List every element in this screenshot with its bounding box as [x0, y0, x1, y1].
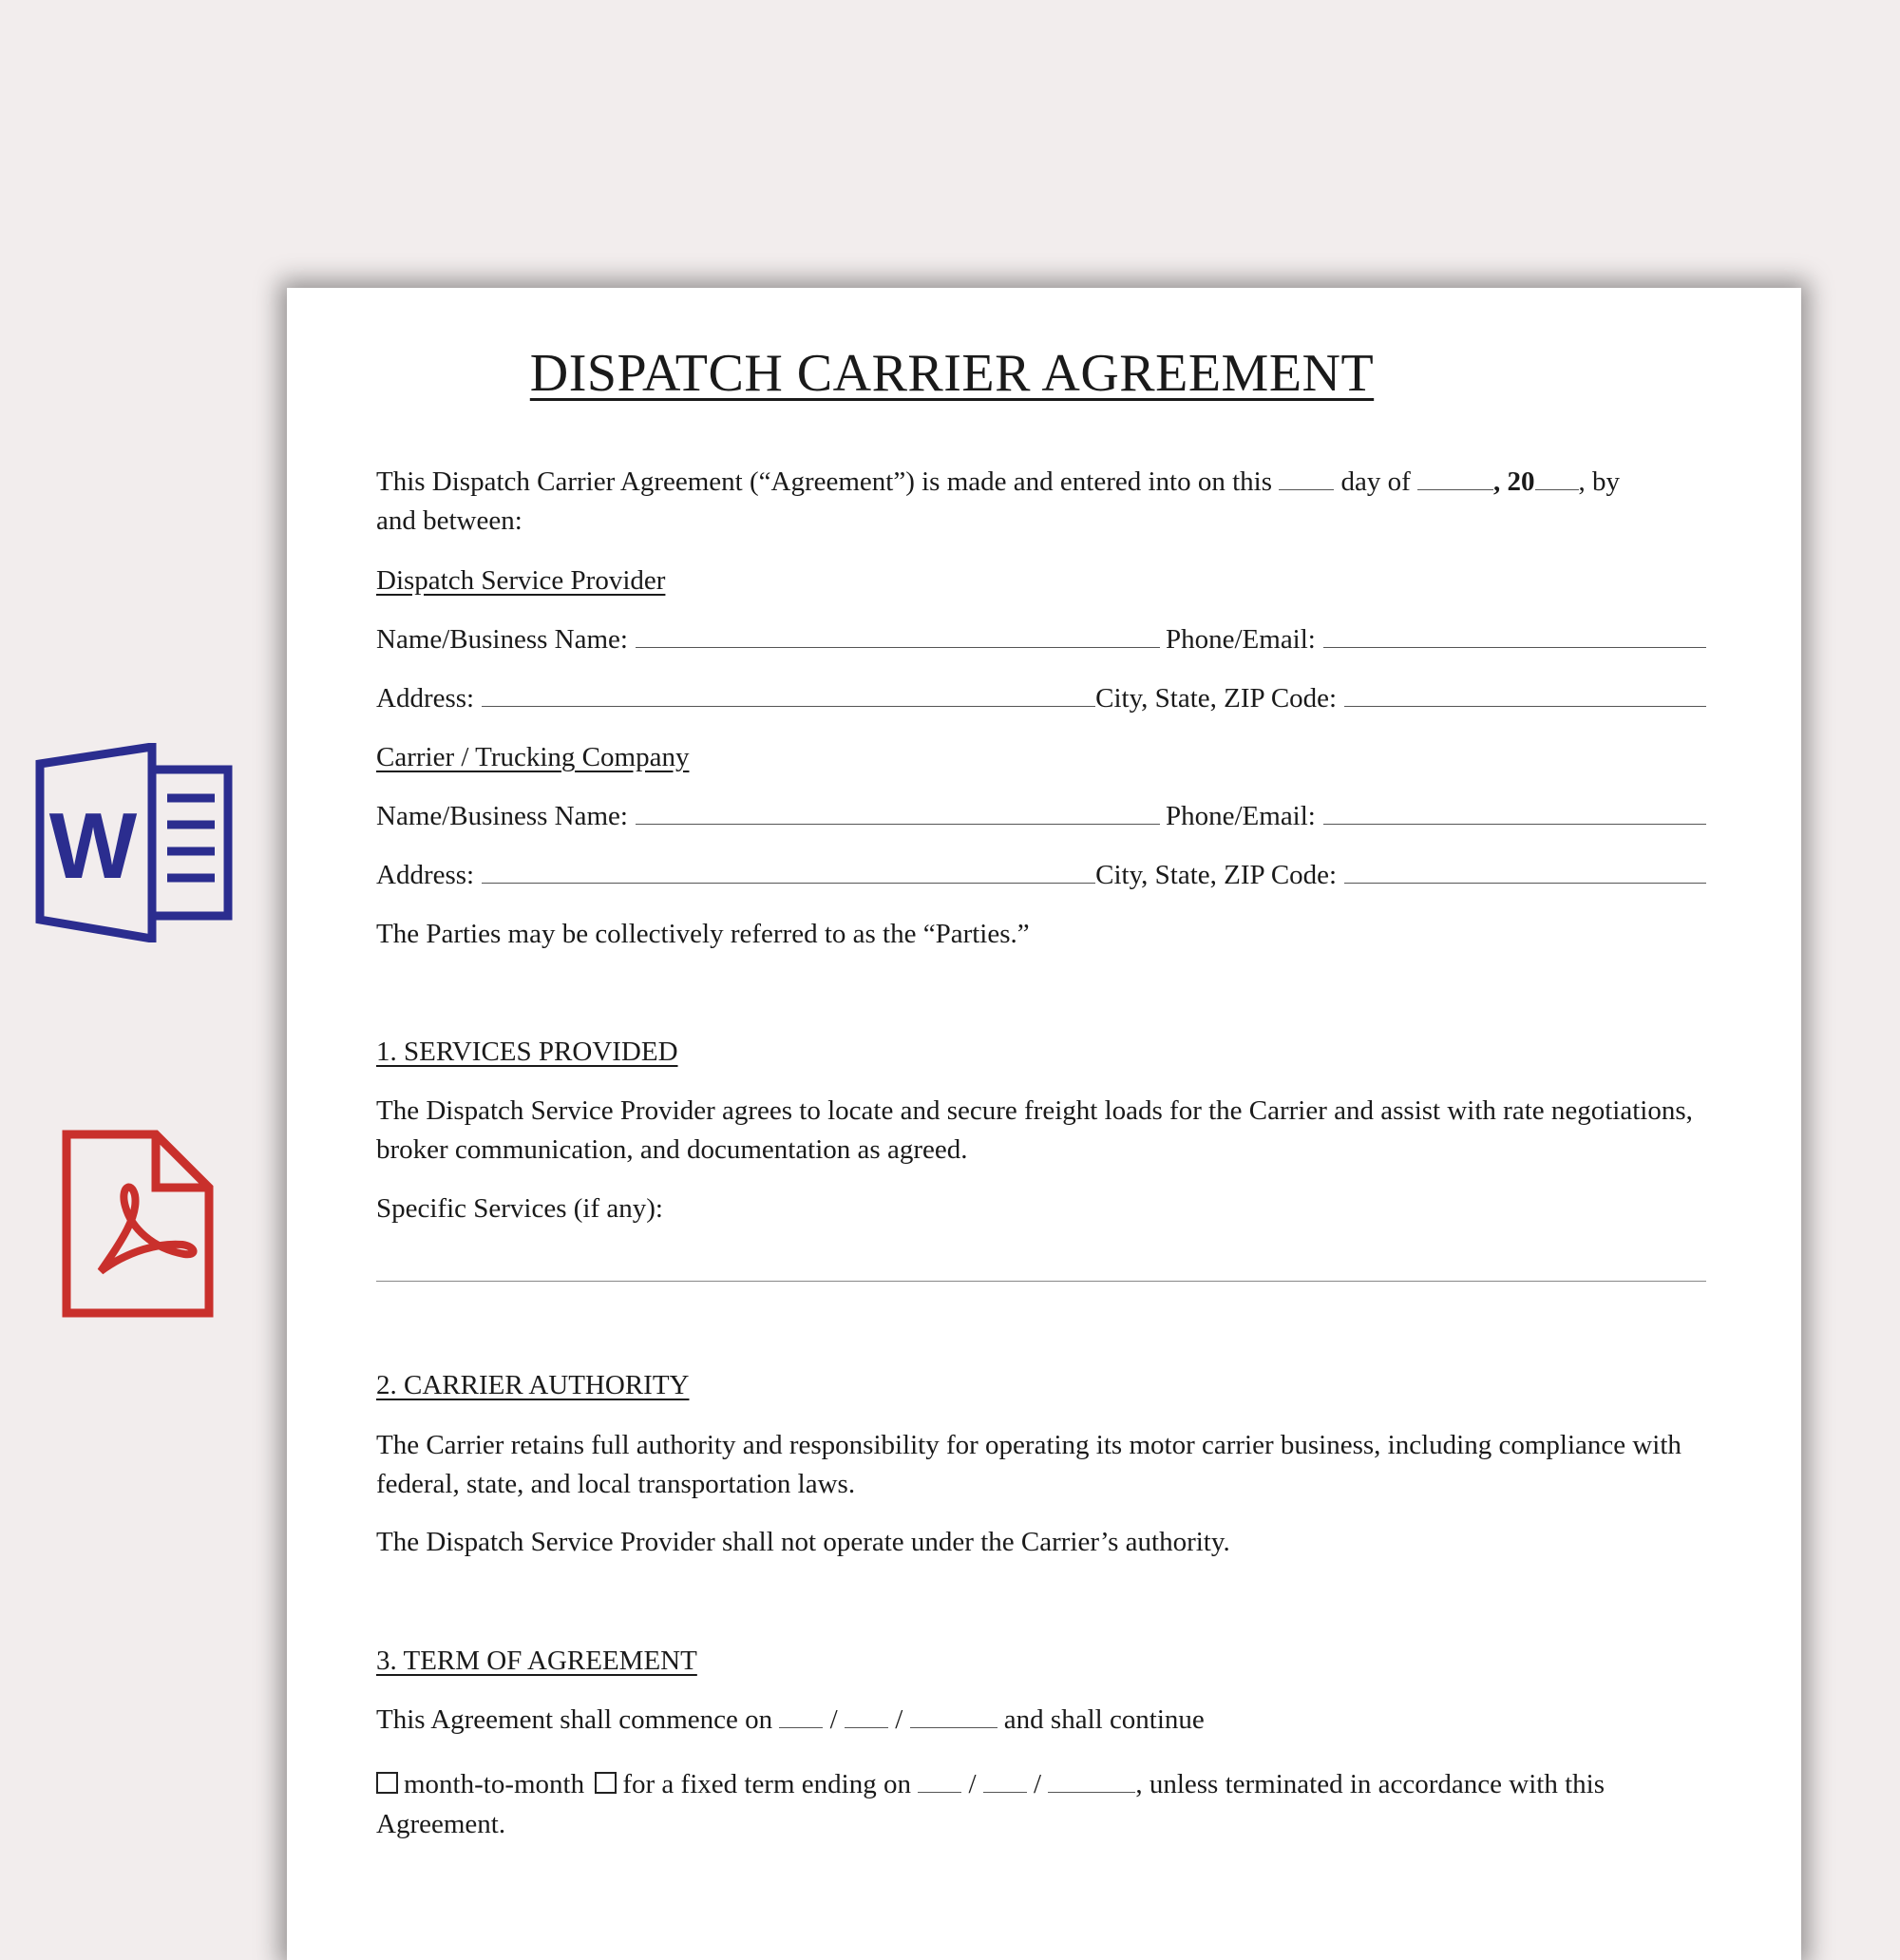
commence-text: This Agreement shall commence on	[376, 1704, 773, 1735]
section1-body: The Dispatch Service Provider agrees to locate and secure freight loads for the Carrier and assist with rate negotiations, broker communication, and documentation as agreed.	[376, 1095, 1693, 1165]
month-blank[interactable]	[1417, 463, 1493, 490]
date-separator: /	[968, 1769, 977, 1799]
section3-heading: 3. TERM OF AGREEMENT	[376, 1646, 697, 1676]
provider-address-label: Address:	[376, 683, 475, 714]
carrier-address-field[interactable]	[482, 856, 1095, 884]
commence-day-field[interactable]	[845, 1701, 888, 1728]
carrier-name-label: Name/Business Name:	[376, 801, 628, 831]
carrier-address-row	[376, 856, 1706, 895]
carrier-phone-label: Phone/Email:	[1165, 801, 1316, 831]
date-separator: /	[895, 1704, 903, 1735]
date-separator: /	[829, 1704, 838, 1735]
provider-heading: Dispatch Service Provider	[376, 565, 666, 596]
intro-line	[376, 463, 1706, 502]
carrier-name-field[interactable]	[636, 797, 1160, 825]
section3-commence	[376, 1701, 1706, 1740]
parties-note: The Parties may be collectively referred to as the “Parties.”	[376, 919, 1030, 949]
year-blank[interactable]	[1535, 463, 1579, 490]
carrier-address-label: Address:	[376, 860, 475, 890]
fixed-term-checkbox[interactable]	[595, 1772, 617, 1794]
provider-phone-label: Phone/Email:	[1165, 624, 1316, 655]
continue-text: and shall continue	[1003, 1704, 1205, 1735]
carrier-city-field[interactable]	[1344, 856, 1706, 884]
month-to-month-label: month-to-month	[404, 1769, 585, 1799]
provider-address-row	[376, 679, 1706, 718]
end-day-field[interactable]	[983, 1765, 1027, 1793]
specific-services-field[interactable]	[376, 1281, 1706, 1282]
section2-body2: The Dispatch Service Provider shall not operate under the Carrier’s authority.	[376, 1527, 1230, 1557]
document-page	[287, 288, 1801, 1960]
section1-heading: 1. SERVICES PROVIDED	[376, 1037, 678, 1067]
intro-text-year-prefix: , 20	[1493, 466, 1535, 497]
provider-name-label: Name/Business Name:	[376, 624, 628, 655]
provider-name-field[interactable]	[636, 620, 1160, 648]
document-title: DISPATCH CARRIER AGREEMENT	[529, 344, 1375, 403]
commence-year-field[interactable]	[910, 1701, 998, 1728]
section3-term-options	[376, 1765, 1706, 1804]
intro-text-by: , by	[1578, 466, 1621, 497]
day-blank[interactable]	[1279, 463, 1334, 490]
carrier-phone-field[interactable]	[1323, 797, 1706, 825]
section2-heading: 2. CARRIER AUTHORITY	[376, 1370, 690, 1400]
fixed-term-label: for a fixed term ending on	[622, 1769, 911, 1799]
carrier-city-label: City, State, ZIP Code:	[1095, 860, 1338, 890]
date-separator: /	[1034, 1769, 1042, 1799]
svg-text:W: W	[48, 793, 138, 898]
termination-text: , unless terminated in accordance with this	[1135, 1769, 1605, 1799]
provider-city-field[interactable]	[1344, 679, 1706, 707]
intro-text: This Dispatch Carrier Agreement (“Agreement”) is made and entered into on this	[376, 466, 1272, 497]
section2-body1: The Carrier retains full authority and responsibility for operating its motor carrier business, including compliance with federal, state, and local transportation laws.	[376, 1430, 1682, 1499]
intro-text-day-of: day of	[1340, 466, 1411, 497]
word-icon	[34, 743, 236, 942]
carrier-name-row	[376, 797, 1706, 836]
section3-tail: Agreement.	[376, 1809, 506, 1839]
section1-specific-label: Specific Services (if any):	[376, 1193, 663, 1224]
end-year-field[interactable]	[1048, 1765, 1135, 1793]
month-to-month-checkbox[interactable]	[376, 1772, 398, 1794]
provider-name-row	[376, 620, 1706, 659]
provider-address-field[interactable]	[482, 679, 1095, 707]
intro-line-2: and between:	[376, 505, 522, 536]
provider-city-label: City, State, ZIP Code:	[1095, 683, 1338, 714]
provider-phone-field[interactable]	[1323, 620, 1706, 648]
carrier-heading: Carrier / Trucking Company	[376, 742, 690, 772]
pdf-icon	[61, 1129, 217, 1319]
end-month-field[interactable]	[918, 1765, 961, 1793]
commence-month-field[interactable]	[779, 1701, 823, 1728]
